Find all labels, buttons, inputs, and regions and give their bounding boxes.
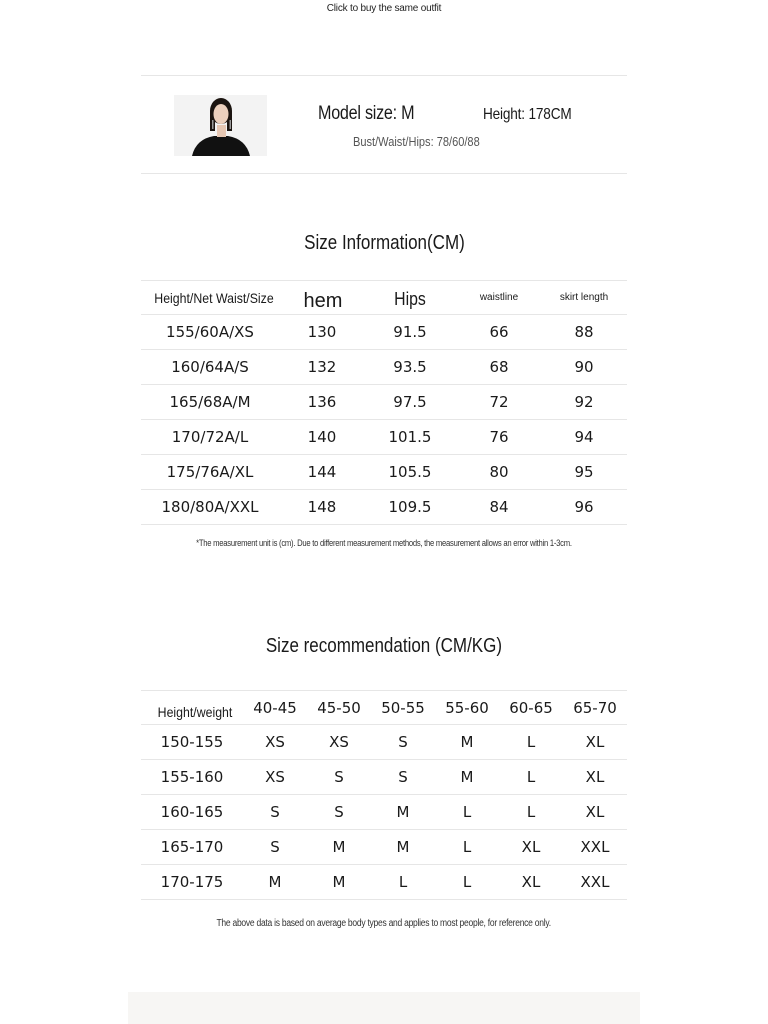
column-header: Height/Net Waist/Size xyxy=(154,290,274,306)
table-cell: 96 xyxy=(574,498,594,516)
table-row xyxy=(141,760,627,795)
column-header: 65-70 xyxy=(573,699,617,717)
size-rec-title: Size recommendation (CM/KG) xyxy=(265,635,503,657)
column-header: Height/weight xyxy=(157,704,233,720)
divider xyxy=(141,173,627,174)
table-cell: S xyxy=(334,803,344,821)
table-cell: 170/72A/L xyxy=(171,428,249,446)
table-cell: XL xyxy=(521,838,541,856)
table-cell: XS xyxy=(265,768,285,786)
table-cell: 92 xyxy=(574,393,594,411)
table-cell: L xyxy=(462,873,472,891)
table-cell: 160/64A/S xyxy=(171,358,249,376)
table-cell: 90 xyxy=(574,358,594,376)
size-rec-header-row xyxy=(141,690,627,725)
table-cell: S xyxy=(270,838,280,856)
table-cell: L xyxy=(526,768,536,786)
table-cell: 95 xyxy=(574,463,594,481)
table-cell: 150-155 xyxy=(160,733,224,751)
table-cell: 66 xyxy=(489,323,509,341)
column-header: waistline xyxy=(479,292,519,303)
column-header: 55-60 xyxy=(445,699,489,717)
column-header: 45-50 xyxy=(317,699,361,717)
table-cell: L xyxy=(462,838,472,856)
table-cell: M xyxy=(396,838,410,856)
table-cell: S xyxy=(334,768,344,786)
table-cell: 93.5 xyxy=(393,358,427,376)
table-cell: XXL xyxy=(580,873,610,891)
table-cell: 132 xyxy=(307,358,337,376)
table-cell: 84 xyxy=(489,498,509,516)
measurement-note: *The measurement unit is (cm). Due to different measurement methods, the measurement allows an error within 1-3cm. xyxy=(196,538,572,548)
table-cell: S xyxy=(270,803,280,821)
table-row xyxy=(141,865,627,900)
size-rec-table xyxy=(141,690,627,900)
table-cell: XXL xyxy=(580,838,610,856)
table-cell: 76 xyxy=(489,428,509,446)
table-cell: L xyxy=(462,803,472,821)
table-cell: L xyxy=(526,733,536,751)
table-cell: 175/76A/XL xyxy=(166,463,254,481)
table-row xyxy=(141,455,627,490)
table-cell: M xyxy=(268,873,282,891)
table-cell: 170-175 xyxy=(160,873,224,891)
table-row xyxy=(141,725,627,760)
size-info-table xyxy=(141,280,627,525)
table-cell: 94 xyxy=(574,428,594,446)
size-info-title: Size Information(CM) xyxy=(303,232,465,254)
table-cell: 91.5 xyxy=(393,323,427,341)
table-row xyxy=(141,490,627,525)
table-cell: M xyxy=(460,768,474,786)
table-cell: XS xyxy=(329,733,349,751)
table-cell: 148 xyxy=(307,498,337,516)
buy-same-outfit-link[interactable]: Click to buy the same outfit xyxy=(326,3,442,14)
table-cell: 180/80A/XXL xyxy=(161,498,259,516)
table-cell: 165-170 xyxy=(160,838,224,856)
column-header: hem xyxy=(303,290,343,312)
table-cell: XL xyxy=(585,768,605,786)
table-cell: M xyxy=(396,803,410,821)
column-header: 60-65 xyxy=(509,699,553,717)
table-cell: L xyxy=(398,873,408,891)
table-cell: M xyxy=(460,733,474,751)
table-row xyxy=(141,830,627,865)
table-cell: 136 xyxy=(307,393,337,411)
table-row xyxy=(141,315,627,350)
table-cell: XL xyxy=(585,733,605,751)
table-cell: 160-165 xyxy=(160,803,224,821)
table-cell: XL xyxy=(585,803,605,821)
table-cell: 68 xyxy=(489,358,509,376)
table-row xyxy=(141,795,627,830)
table-cell: 101.5 xyxy=(388,428,432,446)
table-cell: XL xyxy=(521,873,541,891)
table-row xyxy=(141,350,627,385)
model-size: Model size: M xyxy=(318,103,415,124)
column-header: 50-55 xyxy=(381,699,425,717)
table-cell: S xyxy=(398,768,408,786)
column-header: Hips xyxy=(394,289,426,309)
next-section-preview xyxy=(128,992,640,1024)
table-cell: 144 xyxy=(307,463,337,481)
size-info-header-row xyxy=(141,280,627,315)
recommendation-note: The above data is based on average body types and applies to most people, for reference only. xyxy=(216,918,552,929)
table-cell: 72 xyxy=(489,393,509,411)
table-cell: M xyxy=(332,873,346,891)
table-cell: S xyxy=(398,733,408,751)
table-row xyxy=(141,420,627,455)
table-cell: 105.5 xyxy=(388,463,432,481)
model-height: Height: 178CM xyxy=(483,106,572,123)
column-header: 40-45 xyxy=(253,699,297,717)
table-cell: L xyxy=(526,803,536,821)
table-cell: 97.5 xyxy=(393,393,427,411)
table-cell: M xyxy=(332,838,346,856)
table-cell: 88 xyxy=(574,323,594,341)
table-cell: 155-160 xyxy=(160,768,224,786)
divider xyxy=(141,75,627,76)
table-cell: 165/68A/M xyxy=(169,393,251,411)
table-cell: 130 xyxy=(307,323,337,341)
model-measurements: Bust/Waist/Hips: 78/60/88 xyxy=(353,134,480,149)
table-cell: 155/60A/XS xyxy=(166,323,254,341)
model-photo xyxy=(174,95,267,156)
table-cell: 80 xyxy=(489,463,509,481)
column-header: skirt length xyxy=(559,292,609,303)
table-row xyxy=(141,385,627,420)
table-cell: XS xyxy=(265,733,285,751)
table-cell: 109.5 xyxy=(388,498,432,516)
table-cell: 140 xyxy=(307,428,337,446)
